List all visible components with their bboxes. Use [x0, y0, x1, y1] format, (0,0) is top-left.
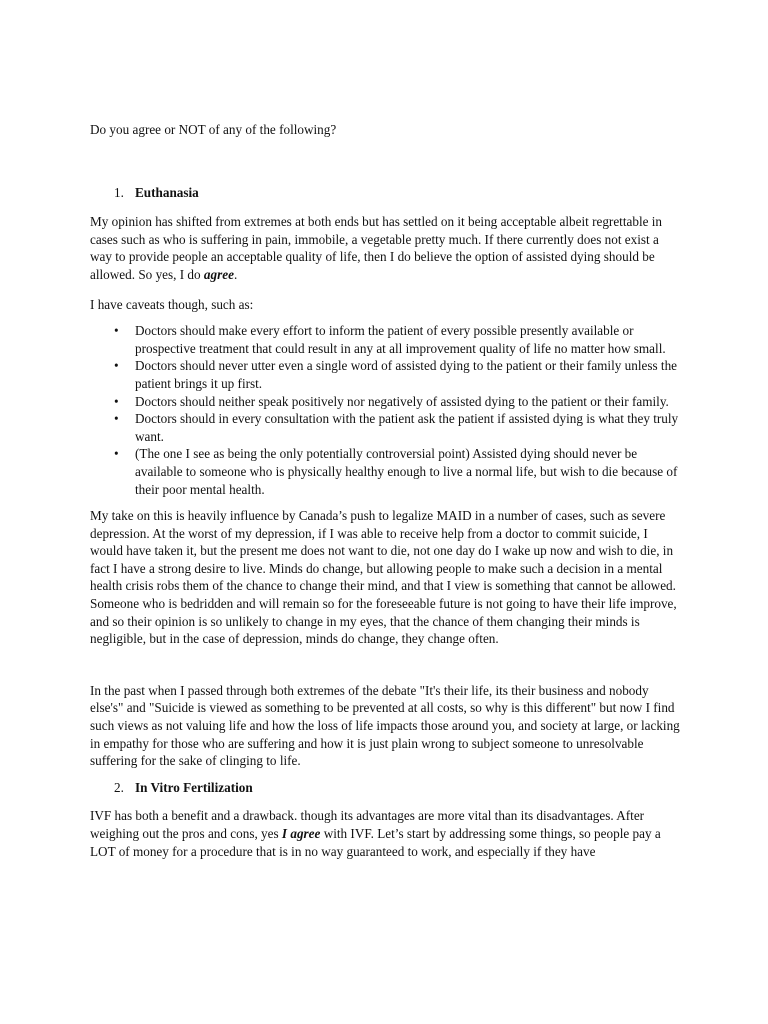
intro-question: Do you agree or NOT of any of the following?: [90, 122, 337, 137]
document-page: [90, 115, 682, 860]
opinion-text: My opinion has shifted from extremes at both ends but has settled on it being acceptable albeit regrettable in cases such as who is suffering in pain, immobile, a vegetable pretty much. If there currently does not exist a way to provide people an acceptable quality of life, then I do believe the option of assisted dying should be allowed. So yes, I do: [90, 214, 663, 282]
caveats-list: [90, 322, 682, 498]
ivf-text-continued: with IVF. Let’s start by addressing some things, so people pay a LOT of money for a procedure that is in no way guaranteed to work, and especially if they have: [90, 826, 661, 859]
ivf-text: IVF has both a benefit and a drawback. though its advantages are more vital than its disadvantages. After weighing out the pros and cons, yes: [90, 808, 645, 841]
list-item-text: Doctors should make every effort to inform the patient of every possible presently available or prospective treatment that could result in any at all improvement quality of life no matter how small.: [135, 323, 666, 356]
list-item: [90, 445, 682, 498]
bullet-icon: •: [114, 323, 119, 339]
paragraph-take: My take on this is heavily influence by Canada’s push to legalize MAID in a number of cases, such as severe depression. At the worst of my depression, if I was able to receive help from a doctor to commit suicide, I would have taken it, but the present me does not want to die, not one day do I wake up now and wish to die, in fact I have a strong desire to live. Minds do change, but allowing people to make such a decision in a mental health crisis robs them of the chance to change their mind, and that I view is something that cannot be allowed. Someone who is bedridden and will remain so for the foreseeable future is not going to have their life improve, and so their opinion is so unlikely to change in my eyes, that the chance of them changing their minds is negligible, but in the case of depression, minds do change, they change often.: [90, 508, 677, 647]
list-item: [90, 410, 682, 445]
list-item: [90, 393, 682, 411]
list-item-text: Doctors should in every consultation with the patient ask the patient if assisted dying is what they truly want.: [135, 411, 679, 444]
opinion-end: .: [233, 266, 238, 282]
paragraph-past: In the past when I passed through both extremes of the debate "It's their life, its their business and nobody else's" and "Suicide is viewed as something to be prevented at all costs, so why is this different" but now I find such views as not valuing life and how the loss of life impacts those around you, and society at large, or lacking in empathy for those who are suffering and how it is just plain wrong to subject someone to unresolvable suffering for the sake of clinging to life.: [90, 682, 680, 769]
section-title: Euthanasia: [135, 184, 199, 200]
section-heading-euthanasia: [90, 184, 682, 202]
bullet-icon: •: [114, 446, 119, 462]
bullet-icon: •: [114, 411, 119, 427]
bullet-icon: •: [114, 358, 119, 374]
list-item: [90, 357, 682, 392]
ivf-emphasis: I agree: [281, 826, 321, 841]
paragraph-caveats-intro: I have caveats though, such as:: [90, 296, 254, 312]
list-item-text: Doctors should never utter even a single word of assisted dying to the patient or their family unless the patient brings it up first.: [135, 358, 678, 391]
bullet-icon: •: [114, 393, 119, 409]
section-number: 1.: [114, 184, 124, 200]
section-heading-ivf: [90, 779, 682, 797]
opinion-emphasis: agree: [203, 266, 234, 282]
section-number: 2.: [114, 779, 124, 795]
paragraph-ivf: [90, 807, 682, 860]
list-item: [90, 322, 682, 357]
paragraph-opinion: [90, 213, 682, 283]
section-title: In Vitro Fertilization: [135, 779, 253, 795]
list-item-text: (The one I see as being the only potentially controversial point) Assisted dying should never be available to someone who is physically healthy enough to live a normal life, but wish to die because of their poor mental health.: [135, 446, 678, 497]
list-item-text: Doctors should neither speak positively nor negatively of assisted dying to the patient or their family.: [135, 393, 669, 409]
